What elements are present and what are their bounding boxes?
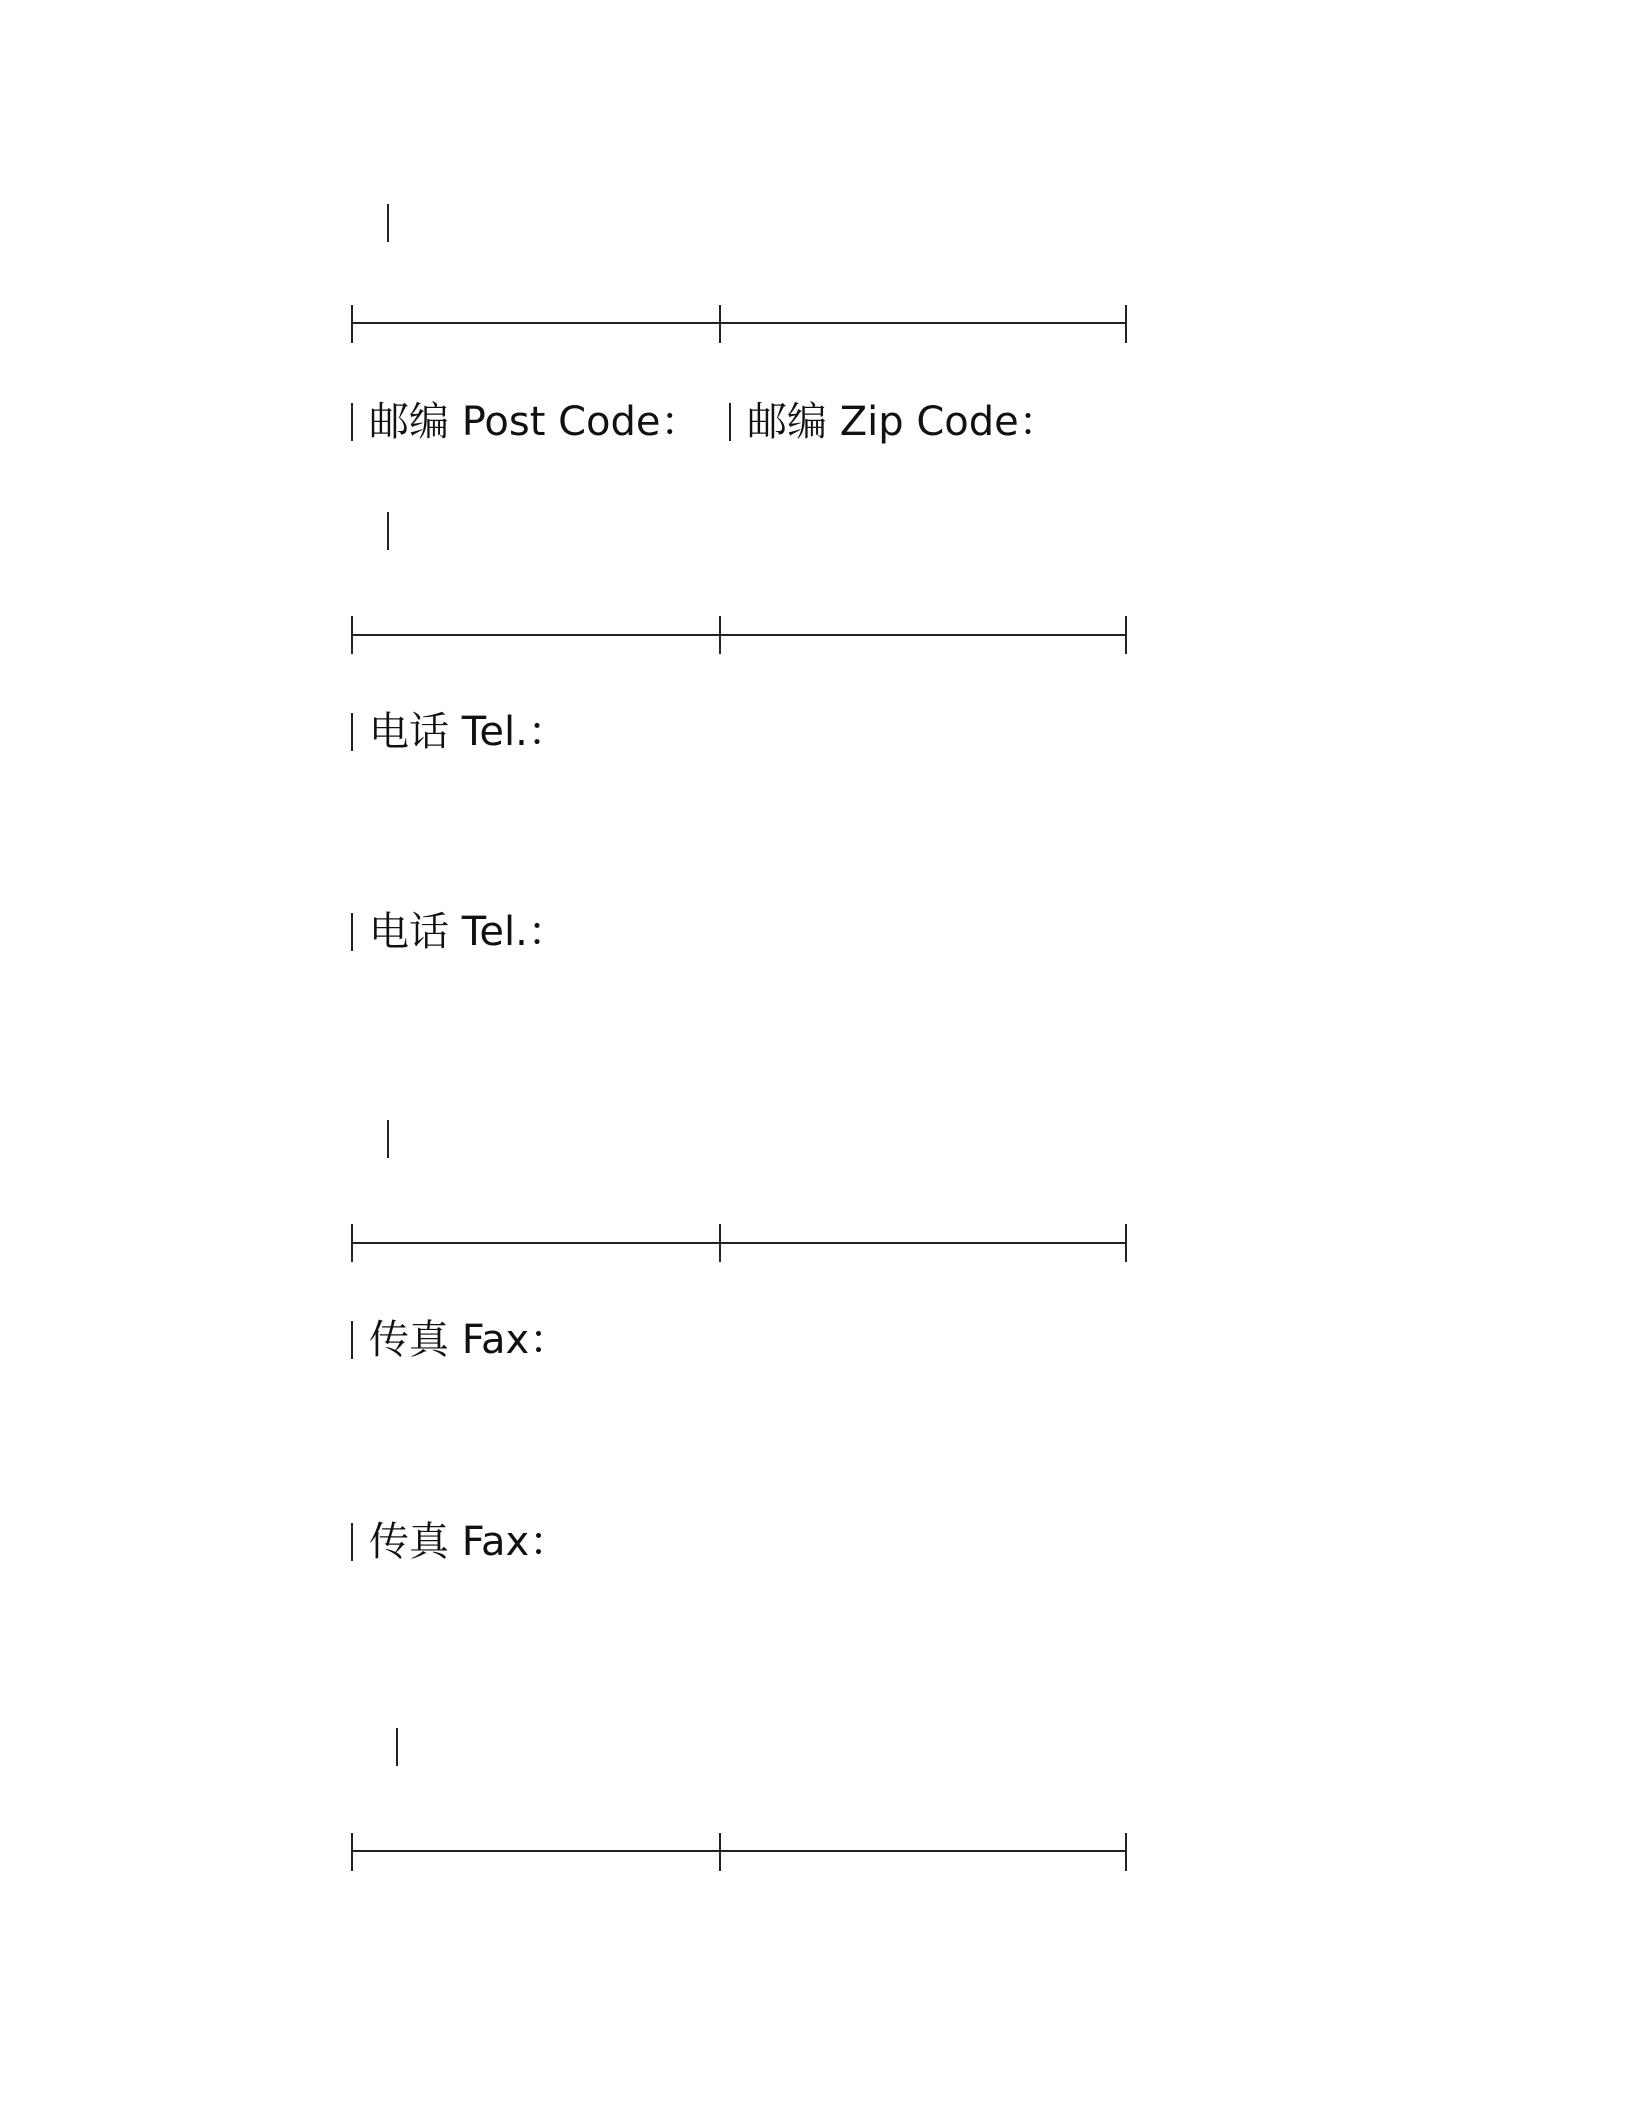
cell-left-border bbox=[387, 512, 389, 550]
table-column-border bbox=[719, 616, 721, 654]
table-column-border bbox=[1125, 616, 1127, 654]
table-column-border bbox=[351, 1833, 353, 1871]
table-column-border bbox=[351, 1224, 353, 1262]
cell-left-border bbox=[729, 403, 731, 441]
cell-left-border bbox=[396, 1728, 398, 1766]
zip-code-text: 邮编 Zip Code： bbox=[747, 399, 1059, 445]
cell-left-border bbox=[351, 1321, 353, 1359]
table-column-border bbox=[719, 305, 721, 343]
fax-text-1: 传真 Fax： bbox=[369, 1317, 570, 1363]
table-column-border bbox=[719, 1833, 721, 1871]
cell-left-border bbox=[351, 1523, 353, 1561]
table-column-border bbox=[1125, 1833, 1127, 1871]
table-column-border bbox=[351, 305, 353, 343]
table-column-border bbox=[351, 616, 353, 654]
cell-left-border bbox=[351, 913, 353, 951]
table-row-border bbox=[351, 1242, 1127, 1244]
table-column-border bbox=[1125, 305, 1127, 343]
tel-label-2 bbox=[351, 908, 568, 956]
tel-label-1 bbox=[351, 708, 568, 756]
zip-code-label bbox=[729, 398, 1059, 446]
table-column-border bbox=[1125, 1224, 1127, 1262]
table-column-border bbox=[719, 1224, 721, 1262]
fax-label-2 bbox=[351, 1518, 569, 1566]
table-row-border bbox=[351, 634, 1127, 636]
post-code-label bbox=[351, 398, 701, 446]
table-row-border bbox=[351, 1850, 1127, 1852]
cell-left-border bbox=[351, 713, 353, 751]
cell-left-border bbox=[387, 204, 389, 242]
post-code-text: 邮编 Post Code： bbox=[369, 399, 701, 445]
table-row-border bbox=[351, 322, 1127, 324]
tel-text-1: 电话 Tel.： bbox=[369, 709, 568, 755]
cell-left-border bbox=[351, 403, 353, 441]
fax-label-1 bbox=[351, 1316, 569, 1364]
fax-text-2: 传真 Fax： bbox=[369, 1519, 570, 1565]
cell-left-border bbox=[387, 1120, 389, 1158]
tel-text-2: 电话 Tel.： bbox=[369, 909, 568, 955]
